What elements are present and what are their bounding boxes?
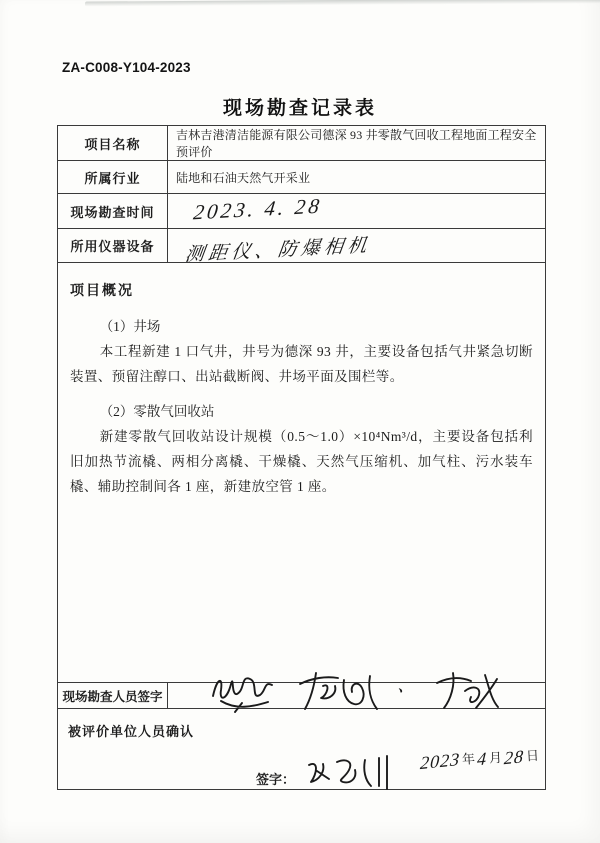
signature-separator: 、 — [396, 674, 418, 695]
overview-item1-title: （1）井场 — [99, 319, 161, 334]
handwritten-signature-3 — [432, 668, 502, 712]
overview-item2-title: （2）零散气回收站 — [99, 404, 215, 419]
row-industry-value: 陆地和石油天然气开采业 — [176, 170, 311, 185]
document-number: ZA-C008-Y104-2023 — [62, 60, 191, 75]
scan-edge-artifact — [85, 0, 600, 7]
overview-item1-text: 本工程新建 1 口气井，井号为德深 93 井，主要设备包括气井紧急切断装置、预留注醇口、出站截断阀、井场平面及围栏等。 — [70, 344, 533, 384]
survey-form-table — [57, 125, 546, 790]
confirm-sign-label: 签字： — [256, 772, 296, 787]
date-day-suffix: 日 — [525, 747, 540, 764]
surveyor-signatures-strip — [206, 667, 502, 713]
row-project-name-label: 项目名称 — [58, 126, 168, 160]
surveyor-signatures-label: 现场勘查人员签字 — [58, 683, 168, 708]
date-month-suffix: 月 — [488, 749, 503, 766]
row-project-name-value: 吉林吉港清洁能源有限公司德深 93 井零散气回收工程地面工程安全预评价 — [176, 128, 537, 159]
row-survey-time-label: 现场勘查时间 — [58, 194, 168, 228]
overview-item2-text: 新建零散气回收站设计规模（0.5～1.0）×10⁴Nm³/d，主要设备包括利旧加热节流橇、两相分离橇、干燥橇、天然气压缩机、加气柱、污水装车橇、辅助控制间各 1 座，新建放空管 1 座。 — [70, 429, 533, 494]
row-survey-time-value — [168, 194, 545, 228]
row-survey-time — [58, 194, 545, 229]
confirm-cell — [58, 709, 545, 789]
overview-heading: 项目概况 — [70, 284, 134, 299]
handwritten-confirm-name — [303, 753, 391, 796]
surveyor-signatures-value — [168, 674, 545, 708]
handwritten-instruments: 测距仪、防爆相机 — [183, 235, 372, 266]
handwritten-signature-2 — [296, 667, 382, 713]
handwritten-date-year: 2023 — [419, 748, 461, 774]
handwritten-signature-1 — [206, 668, 282, 712]
confirm-label: 被评价单位人员确认 — [68, 724, 195, 739]
handwritten-date-day: 28 — [503, 746, 525, 769]
row-industry-label: 所属行业 — [58, 161, 168, 193]
project-overview-cell — [58, 263, 545, 683]
row-project-name — [58, 126, 545, 161]
row-industry — [58, 161, 545, 194]
row-instruments-value — [168, 229, 545, 266]
row-surveyor-signatures — [58, 674, 545, 709]
row-instruments — [58, 229, 545, 266]
date-year-suffix: 年 — [461, 751, 476, 767]
handwritten-date-month: 4 — [476, 748, 488, 770]
row-instruments-label: 所用仪器设备 — [58, 229, 168, 262]
handwritten-survey-time: 2023. 4. 28 — [192, 193, 324, 224]
confirm-sign-line — [256, 753, 391, 788]
confirm-date-line — [419, 744, 540, 774]
page-title: 现场勘查记录表 — [222, 98, 377, 119]
